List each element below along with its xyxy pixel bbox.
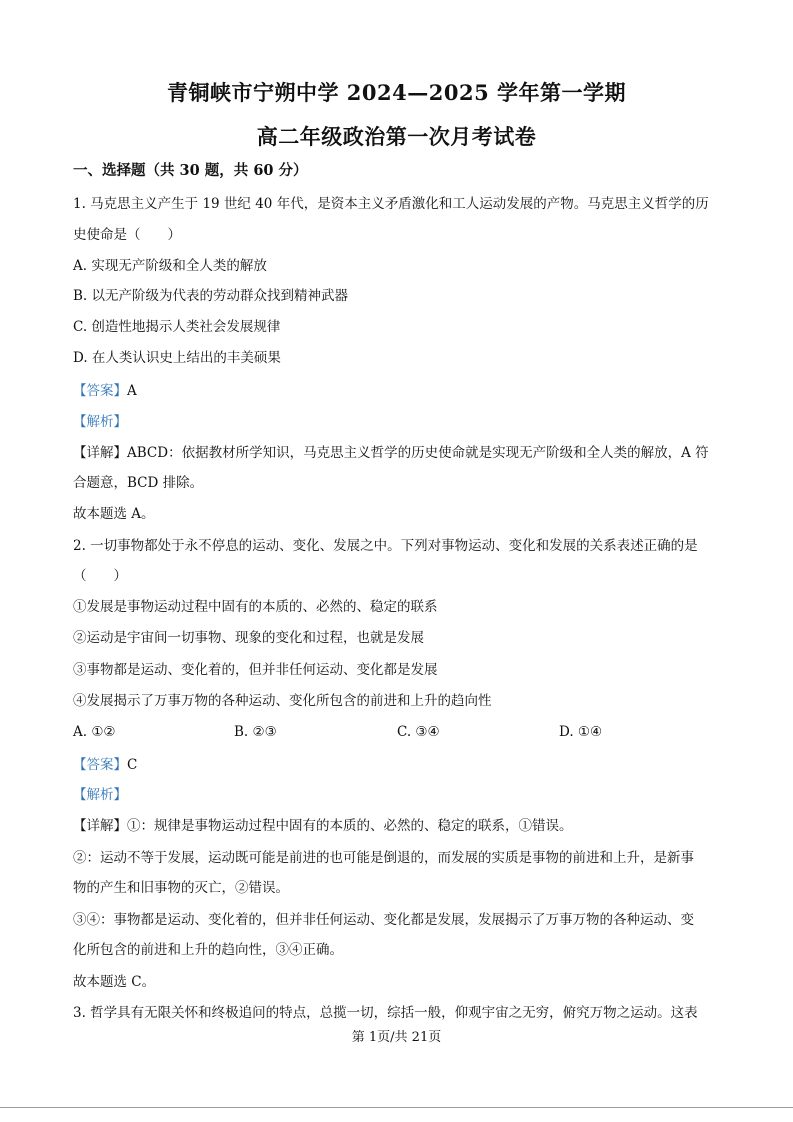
answer-value: C [127, 757, 138, 773]
q2-stem-line2: （ ） [73, 568, 127, 584]
answer-tag: 【答案】 [73, 383, 127, 399]
q2-stem-line1: 2. 一切事物都处于永不停息的运动、变化、发展之中。下列对事物运动、变化和发展的关系表述正确的是 [73, 538, 698, 554]
q2-detail-line3: 物的产生和旧事物的灭亡，②错误。 [73, 880, 289, 896]
q2-detail-line5: 化所包含的前进和上升的趋向性，③④正确。 [73, 942, 343, 958]
q1-detail-line1: 【详解】ABCD：依据教材所学知识，马克思主义哲学的历史使命就是实现无产阶级和全人类的解放，A 符 [73, 445, 709, 461]
q2-option-c: C. ③④ [397, 724, 440, 740]
q2-detail-line1: 【详解】①：规律是事物运动过程中固有的本质的、必然的、稳定的联系，①错误。 [73, 818, 573, 834]
answer-tag: 【答案】 [73, 757, 127, 773]
q1-conclusion: 故本题选 A。 [73, 506, 155, 522]
q1-detail-line2: 合题意，BCD 排除。 [73, 475, 204, 491]
q2-option-a: A. ①② [73, 724, 116, 740]
q2-statement-1: ①发展是事物运动过程中固有的本质的、必然的、稳定的联系 [73, 599, 438, 615]
q1-stem-line1: 1. 马克思主义产生于 19 世纪 40 年代，是资本主义矛盾激化和工人运动发展的产物。马克思主义哲学的历 [73, 196, 709, 212]
page-bottom-divider [0, 1107, 793, 1108]
q1-answer [73, 381, 723, 401]
q2-answer [73, 755, 723, 775]
exam-title-line2: 高二年级政治第一次月考试卷 [256, 124, 537, 149]
page-number: 第 1页/共 21页 [351, 1030, 442, 1045]
q1-analysis-tag: 【解析】 [73, 414, 127, 430]
q1-stem-line2: 史使命是（ ） [73, 227, 181, 243]
q1-option-c: C. 创造性地揭示人类社会发展规律 [73, 319, 281, 335]
q3-stem-line1: 3. 哲学具有无限关怀和终极追问的特点，总揽一切，综括一般，仰观宇宙之无穷，俯究万物之运动。这表 [73, 1005, 698, 1021]
q2-detail-line2: ②：运动不等于发展，运动既可能是前进的也可能是倒退的，而发展的实质是事物的前进和上升，是新事 [73, 850, 694, 866]
exam-title-line1: 青铜峡市宁朔中学 2024—2025 学年第一学期 [166, 80, 626, 105]
q2-statement-4: ④发展揭示了万事万物的各种运动、变化所包含的前进和上升的趋向性 [73, 693, 492, 709]
q1-option-d: D. 在人类认识史上结出的丰美硕果 [73, 350, 281, 366]
section-heading: 一、选择题（共 30 题，共 60 分） [73, 162, 308, 179]
q1-option-b: B. 以无产阶级为代表的劳动群众找到精神武器 [73, 288, 349, 304]
q2-option-d: D. ①④ [559, 724, 603, 740]
q2-analysis-tag: 【解析】 [73, 787, 127, 803]
q2-detail-line4: ③④：事物都是运动、变化着的，但并非任何运动、变化都是发展，发展揭示了万事万物的各种运动、变 [73, 912, 694, 928]
answer-value: A [127, 383, 137, 399]
q2-option-b: B. ②③ [234, 724, 277, 740]
q2-conclusion: 故本题选 C。 [73, 974, 156, 990]
q2-statement-2: ②运动是宇宙间一切事物、现象的变化和过程，也就是发展 [73, 630, 424, 646]
q2-statement-3: ③事物都是运动、变化着的，但并非任何运动、变化都是发展 [73, 662, 438, 678]
q1-option-a: A. 实现无产阶级和全人类的解放 [73, 258, 267, 274]
